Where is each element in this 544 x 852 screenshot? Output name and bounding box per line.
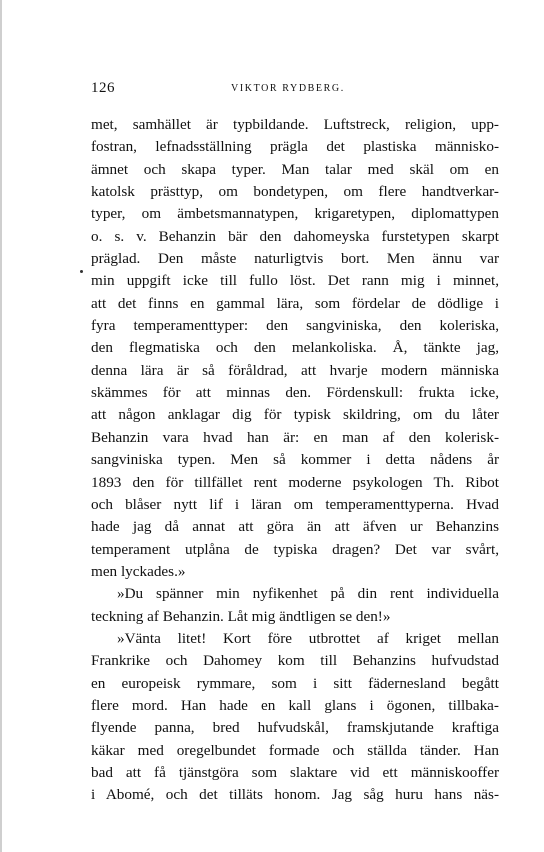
page-header: [91, 80, 511, 104]
text-line: teckning af Behanzin. Låt mig ändtligen se den!»: [91, 607, 391, 625]
text-line: Behanzin vara hvad han är: en man af den kolerisk-: [91, 428, 499, 446]
text-line: präglad. Den måste naturligtvis bort. Men ännu var: [91, 250, 499, 268]
text-line: katolsk prästtyp, om bondetypen, om flere handtverkar-: [91, 183, 499, 201]
text-line: en europeisk rymmare, som i sitt fädernesland begått: [91, 674, 499, 692]
text-line: 1893 den för tillfället rent moderne psykologen Th. Ribot: [91, 473, 499, 491]
text-line: att någon anklagar dig för typisk skildring, om du låter: [91, 406, 499, 424]
text-line: Frankrike och Dahomey kom till Behanzins hufvudstad: [91, 652, 499, 670]
text-line: flere mord. Han hade en kall glans i ögonen, tillbaka-: [91, 696, 499, 714]
text-line: i Abomé, och det tilläts honom. Jag såg huru hans näs-: [91, 786, 499, 804]
scan-edge: [0, 0, 2, 852]
text-line: sangviniska typen. Men så kommer i detta nådens år: [91, 451, 499, 469]
text-line: temperament utplåna de typiska dragen? Det var svårt,: [91, 540, 499, 558]
text-line: ämnet och skapa typer. Man talar med skäl om en: [91, 160, 499, 178]
text-line: o. s. v. Behanzin bär den dahomeyska furstetypen skarpt: [91, 227, 499, 245]
margin-mark: [80, 270, 83, 273]
text-line: flyende panna, bred hufvudskål, framskjutande kraftiga: [91, 719, 499, 737]
text-line: bad att få tjänstgöra som slaktare vid ett människooffer: [91, 763, 499, 781]
text-line: min uppgift icke till fullo löst. Det rann mig i minnet,: [91, 272, 499, 290]
running-head: VIKTOR RYDBERG.: [231, 83, 345, 94]
text-line: fostran, lefnadsställning prägla det plastiska människo-: [91, 138, 499, 156]
text-line: att det finns en gammal lära, som fördelar de dödlige i: [91, 294, 499, 312]
text-line: »Du spänner min nyfikenhet på din rent individuella: [117, 585, 499, 603]
text-line: käkar med oregelbundet formade och ställda tänder. Han: [91, 741, 499, 759]
text-line: men lyckades.»: [91, 562, 186, 580]
text-line: denna lära är så föråldrad, att hvarje modern människa: [91, 361, 499, 379]
text-line: den flegmatiska och den melankoliska. Å, tänkte jag,: [91, 339, 499, 357]
body-text: [91, 114, 499, 807]
text-line: typer, om ämbetsmannatypen, krigaretypen, diplomattypen: [91, 205, 499, 223]
text-line: skämmes för att minnas den. Fördenskull: frukta icke,: [91, 384, 499, 402]
text-line: met, samhället är typbildande. Luftstreck, religion, upp-: [91, 116, 499, 133]
text-line: och blåser nytt lif i läran om temperamenttyperna. Hvad: [91, 495, 499, 513]
text-line: hade jag då annat att göra än att äfven ur Behanzins: [91, 518, 499, 536]
text-line: fyra temperamenttyper: den sangviniska, den koleriska,: [91, 317, 499, 335]
text-line: »Vänta litet! Kort före utbrottet af kriget mellan: [117, 629, 499, 647]
page-number: 126: [91, 80, 115, 96]
